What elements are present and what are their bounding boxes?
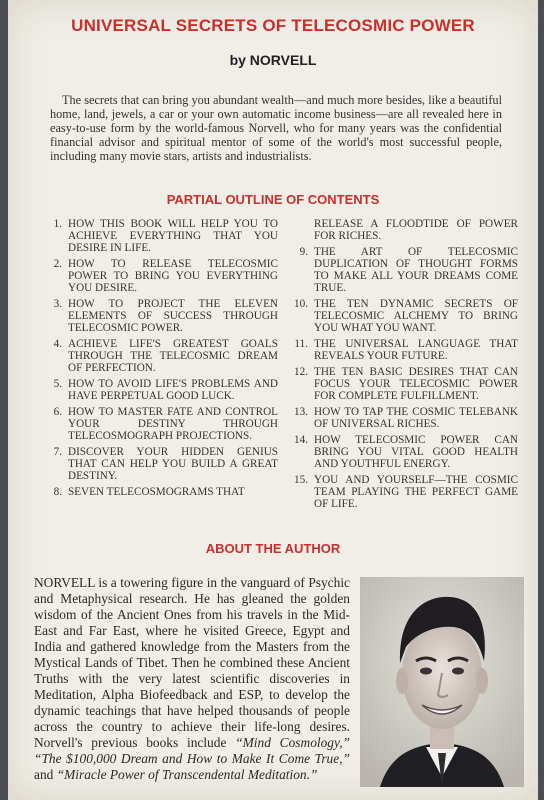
outline-item: 8. SEVEN TELECOSMOGRAMS THAT <box>53 486 245 498</box>
outline-item: 15. YOU AND YOURSELF—THE COSMIC TEAM PLAYING THE PERFECT GAME OF LIFE. <box>294 474 518 510</box>
outline-item: 10. THE TEN DYNAMIC SECRETS OF TELECOSMIC ALCHEMY TO BRING YOU WHAT YOU WANT. <box>294 298 518 334</box>
outline-item-continued: RELEASE A FLOODTIDE OF POWER FOR RICHES. <box>314 218 518 242</box>
outline-item: 13. HOW TO TAP THE COSMIC TELEBANK OF UNIVERSAL RICHES. <box>294 406 518 430</box>
book-title-1: “Mind Cosmology,” <box>235 735 350 750</box>
outline-item: 9. THE ART OF TELECOSMIC DUPLICATION OF THOUGHT FORMS TO MAKE ALL YOUR DREAMS COME TRUE. <box>299 246 518 294</box>
outline-item: 3. HOW TO PROJECT THE ELEVEN ELEMENTS OF SUCCESS THROUGH TELECOSMIC POWER. <box>53 298 278 334</box>
outline-item: 1. HOW THIS BOOK WILL HELP YOU TO ACHIEVE EVERYTHING THAT YOU DESIRE IN LIFE. <box>53 218 278 254</box>
author-byline: by NORVELL <box>229 52 317 68</box>
outline-item: 6. HOW TO MASTER FATE AND CONTROL YOUR DESTINY THROUGH TELECOSMOGRAPH PROJECTIONS. <box>53 406 278 442</box>
intro-paragraph: The secrets that can bring you abundant wealth—and much more besides, like a beautiful home, land, jewels, a car or your own automatic income business—are all revealed here in easy-to-use form by the world-famous Norvell, who for many years was the confidential financial advisor and spiritual mentor of some of the world's most successful people, including many movie stars, artists and industrialists. <box>50 93 502 163</box>
outline-item: 12. THE TEN BASIC DESIRES THAT CAN FOCUS YOUR TELECOSMIC POWER FOR COMPLETE FULFILLMENT. <box>294 366 518 402</box>
author-portrait-image <box>360 577 524 787</box>
outline-item: 14. HOW TELECOSMIC POWER CAN BRING YOU VITAL GOOD HEALTH AND YOUTHFUL ENERGY. <box>294 434 518 470</box>
outline-item: 7. DISCOVER YOUR HIDDEN GENIUS THAT CAN HELP YOU BUILD A GREAT DESTINY. <box>53 446 278 482</box>
book-title-3: “Miracle Power of Transcendental Meditation.” <box>56 767 318 782</box>
book-title-2: “The $100,000 Dream and How to Make It Come True,” <box>34 751 350 766</box>
outline-heading: PARTIAL OUTLINE OF CONTENTS <box>166 192 380 207</box>
outline-item: 4. ACHIEVE LIFE'S GREATEST GOALS THROUGH THE TELECOSMIC DREAM OF PERFECTION. <box>53 338 278 374</box>
outline-list-left <box>36 218 278 502</box>
about-author-heading: ABOUT THE AUTHOR <box>205 541 341 556</box>
book-title: UNIVERSAL SECRETS OF TELECOSMIC POWER <box>71 16 475 35</box>
outline-item: 5. HOW TO AVOID LIFE'S PROBLEMS AND HAVE PERPETUAL GOOD LUCK. <box>53 378 278 402</box>
author-photo <box>360 577 524 787</box>
book-back-cover <box>8 0 538 800</box>
outline-item: 11. THE UNIVERSAL LANGUAGE THAT REVEALS YOUR FUTURE. <box>294 338 518 362</box>
outline-item: 2. HOW TO RELEASE TELECOSMIC POWER TO BRING YOU EVERYTHING YOU DESIRE. <box>53 258 278 294</box>
author-bio: NORVELL is a towering figure in the vanguard of Psychic and Metaphysical research. He has gleaned the golden wisdom of the Ancient Ones from his travels in the Mid-East and Far East, where he visited Greece, Egypt and India and gathered knowledge from the Masters from the Mystical Lands of Tibet. Then he combined these Ancient Truths with the very latest scientific discoveries in Meditation, Alpha Biofeedback and ESP, to develop the dynamic teachings that have helped thousands of people across the country to achieve their life-long desires. Norvell's previous books include “Mind Cosmology,” “The $100,000 Dream and How to Make It Come True,” and “Miracle Power of Transcendental Meditation.” <box>34 575 350 782</box>
outline-list-right <box>282 218 518 514</box>
